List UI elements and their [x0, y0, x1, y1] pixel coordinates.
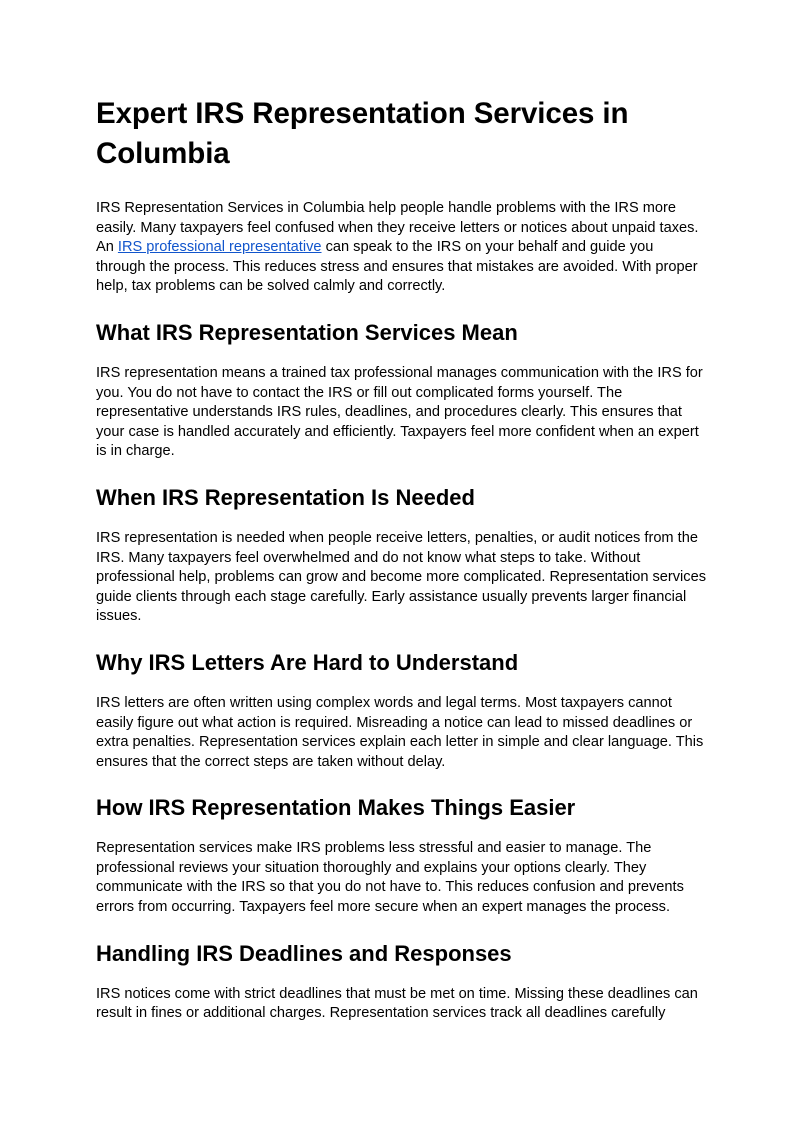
- section-heading-when-representation-needed: When IRS Representation Is Needed: [96, 484, 475, 510]
- section-body-why-letters-hard: IRS letters are often written using complex words and legal terms. Most taxpayers cannot easily figure out what action is required. Misreading a notice can lead to missed deadlines or extra penalties. Representation services explain each letter in simple and clear language. This ensures that the correct steps are taken without delay.: [96, 694, 704, 770]
- section-heading-handling-deadlines: Handling IRS Deadlines and Responses: [96, 940, 512, 966]
- section-heading-why-letters-hard: Why IRS Letters Are Hard to Understand: [96, 649, 519, 675]
- section-body-what-irs-representation-means: IRS representation means a trained tax professional manages communication with the IRS for you. You do not have to contact the IRS or fill out complicated forms yourself. The representative understands IRS rules, deadlines, and procedures clearly. This ensures that your case is handled accurately and efficiently. Taxpayers feel more confident when an expert is in charge.: [96, 364, 703, 460]
- section-heading-what-irs-representation-means: What IRS Representation Services Mean: [96, 319, 518, 345]
- section-heading-how-representation-easier: How IRS Representation Makes Things Easier: [96, 795, 576, 821]
- intro-paragraph: [96, 199, 706, 297]
- section-body-handling-deadlines: IRS notices come with strict deadlines that must be met on time. Missing these deadlines can result in fines or additional charges. Representation services track all deadlines carefully: [96, 985, 698, 1022]
- page-title: Expert IRS Representation Services in Columbia: [96, 97, 629, 170]
- intro-text-after-link: can speak to the IRS on your behalf and guide you through the process. This reduces stress and ensures that mistakes are avoided. With proper help, tax problems can be solved calmly and correctly.: [96, 239, 698, 295]
- section-body-how-representation-easier: Representation services make IRS problems less stressful and easier to manage. The professional reviews your situation thoroughly and explains your options clearly. They communicate with the IRS so that you do not have to. This reduces confusion and prevents errors from occurring. Taxpayers feel more secure when an expert manages the process.: [96, 840, 684, 916]
- document-page: [96, 94, 706, 1046]
- intro-text-before-link: IRS Representation Services in Columbia help people handle problems with the IRS more easily. Many taxpayers feel confused when they receive letters or notices about unpaid taxes. An: [96, 200, 699, 256]
- section-body-when-representation-needed: IRS representation is needed when people receive letters, penalties, or audit notices from the IRS. Many taxpayers feel overwhelmed and do not know what steps to take. Without professional help, problems can grow and become more complicated. Representation services guide clients through each stage carefully. Early assistance usually prevents larger financial issues.: [96, 529, 707, 625]
- irs-professional-representative-link[interactable]: IRS professional representative: [117, 239, 322, 256]
